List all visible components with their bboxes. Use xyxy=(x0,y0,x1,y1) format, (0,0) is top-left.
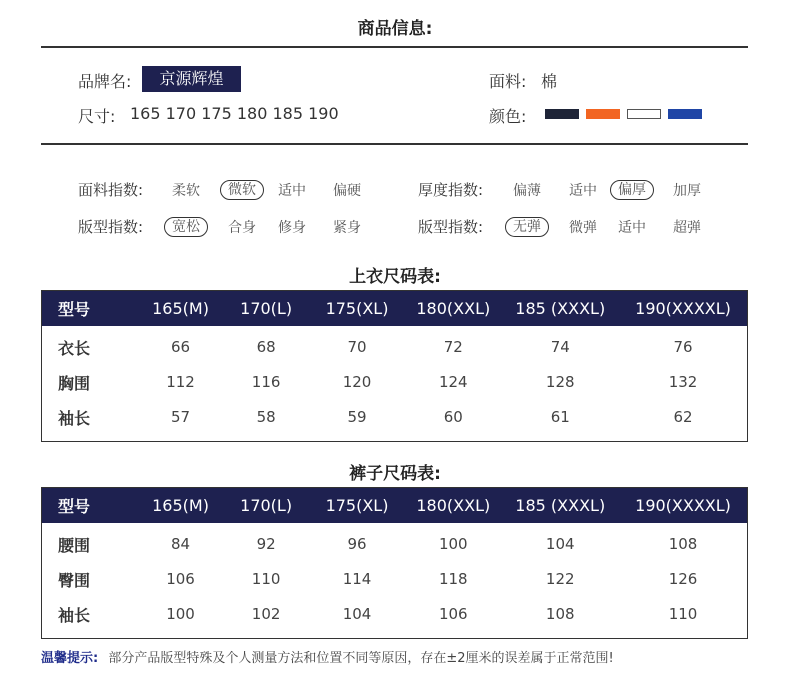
column-header: 165(M) xyxy=(152,495,209,515)
table-cell: 108 xyxy=(545,605,575,623)
page-title: 商品信息: xyxy=(357,19,433,39)
table-cell: 100 xyxy=(438,535,468,553)
table-row xyxy=(42,562,748,597)
table-cell: 102 xyxy=(251,605,281,623)
tip-text: 部分产品版型特殊及个人测量方法和位置不同等原因，存在±2厘米的误差属于正常范围! xyxy=(108,651,614,666)
table-cell: 60 xyxy=(443,408,463,426)
table-row xyxy=(42,365,748,400)
table-cell: 124 xyxy=(438,373,468,391)
top-table-title: 上衣尺码表: xyxy=(349,267,441,287)
index-option: 适中 xyxy=(618,220,646,236)
table-cell: 70 xyxy=(347,338,367,356)
column-header: 180(XXL) xyxy=(416,298,491,318)
index-option: 适中 xyxy=(278,183,306,199)
column-header: 170(L) xyxy=(240,298,293,318)
table-header-row xyxy=(42,291,748,326)
divider-mid xyxy=(41,143,748,145)
color-swatch xyxy=(668,109,702,119)
table-cell: 92 xyxy=(256,535,276,553)
index-option: 加厚 xyxy=(673,183,701,199)
table-cell: 61 xyxy=(550,408,570,426)
tip-label: 温馨提示: xyxy=(41,651,99,666)
color-swatch xyxy=(627,109,661,119)
divider-top xyxy=(41,46,748,48)
row-label: 袖长 xyxy=(58,408,91,428)
table-spacer xyxy=(42,435,748,442)
index-option: 合身 xyxy=(228,220,256,236)
column-header: 165(M) xyxy=(152,298,209,318)
size-label: 尺寸: xyxy=(78,107,116,126)
table-cell: 110 xyxy=(251,570,281,588)
index-label: 版型指数: xyxy=(418,218,484,236)
index-option-selected: 偏厚 xyxy=(610,180,654,200)
index-option-selected: 无弹 xyxy=(505,217,549,237)
column-header: 185 (XXXL) xyxy=(515,298,606,318)
color-swatch xyxy=(545,109,579,119)
column-header: 170(L) xyxy=(240,495,293,515)
table-header-row xyxy=(42,488,748,523)
table-row xyxy=(42,523,748,562)
table-cell: 106 xyxy=(166,570,195,588)
column-header: 型号 xyxy=(58,496,91,516)
column-header: 180(XXL) xyxy=(416,495,491,515)
index-option: 紧身 xyxy=(333,220,361,236)
table-cell: 68 xyxy=(256,338,276,356)
row-label: 袖长 xyxy=(58,605,91,625)
table-cell: 58 xyxy=(256,408,276,426)
table-cell: 84 xyxy=(171,535,191,553)
row-label: 衣长 xyxy=(58,338,91,358)
index-option: 偏薄 xyxy=(513,183,541,199)
column-header: 型号 xyxy=(58,299,91,319)
table-cell: 114 xyxy=(342,570,372,588)
index-option: 柔软 xyxy=(172,183,200,199)
table-cell: 122 xyxy=(545,570,575,588)
table-row xyxy=(42,597,748,632)
index-option: 适中 xyxy=(569,183,597,199)
index-option-selected: 宽松 xyxy=(164,217,208,237)
tip-note xyxy=(41,647,614,666)
table-cell: 72 xyxy=(443,338,463,356)
table-cell: 59 xyxy=(347,408,367,426)
fabric-value: 棉 xyxy=(541,72,558,91)
brand-value: 京源辉煌 xyxy=(142,66,241,92)
row-label: 腰围 xyxy=(58,535,91,555)
size-value: 165 170 175 180 185 190 xyxy=(130,104,339,123)
table-cell: 120 xyxy=(342,373,372,391)
table-cell: 100 xyxy=(166,605,195,623)
row-label: 臀围 xyxy=(58,570,91,590)
table-cell: 62 xyxy=(673,408,693,426)
table-cell: 76 xyxy=(673,338,693,356)
column-header: 190(XXXXL) xyxy=(635,298,731,318)
index-option: 超弹 xyxy=(673,220,701,236)
index-label: 版型指数: xyxy=(78,218,144,236)
fabric-label: 面料: xyxy=(489,72,527,91)
table-cell: 57 xyxy=(171,408,191,426)
table-cell: 106 xyxy=(438,605,468,623)
index-label: 面料指数: xyxy=(78,181,144,199)
index-label: 厚度指数: xyxy=(418,181,484,199)
table-cell: 118 xyxy=(438,570,468,588)
table-spacer xyxy=(42,632,748,639)
index-option-selected: 微软 xyxy=(220,180,264,200)
table-cell: 126 xyxy=(668,570,698,588)
table-cell: 128 xyxy=(545,373,575,391)
column-header: 190(XXXXL) xyxy=(635,495,731,515)
table-cell: 108 xyxy=(668,535,698,553)
table-cell: 66 xyxy=(171,338,191,356)
table-row xyxy=(42,326,748,365)
index-option: 偏硬 xyxy=(333,183,361,199)
row-label: 胸围 xyxy=(58,373,91,393)
table-cell: 112 xyxy=(166,373,195,391)
column-header: 185 (XXXL) xyxy=(515,495,606,515)
brand-label: 品牌名: xyxy=(78,72,132,91)
table-row xyxy=(42,400,748,435)
table-cell: 110 xyxy=(668,605,698,623)
column-header: 175(XL) xyxy=(325,298,389,318)
table-cell: 96 xyxy=(347,535,367,553)
color-swatch xyxy=(586,109,620,119)
column-header: 175(XL) xyxy=(325,495,389,515)
table-cell: 104 xyxy=(545,535,575,553)
table-cell: 132 xyxy=(668,373,698,391)
table-cell: 74 xyxy=(550,338,570,356)
table-cell: 116 xyxy=(251,373,281,391)
index-option: 修身 xyxy=(278,220,306,236)
top-size-table xyxy=(41,290,748,442)
table-cell: 104 xyxy=(342,605,372,623)
pants-size-table xyxy=(41,487,748,639)
index-option: 微弹 xyxy=(569,220,597,236)
pants-table-title: 裤子尺码表: xyxy=(349,464,441,484)
color-label: 颜色: xyxy=(489,107,527,126)
